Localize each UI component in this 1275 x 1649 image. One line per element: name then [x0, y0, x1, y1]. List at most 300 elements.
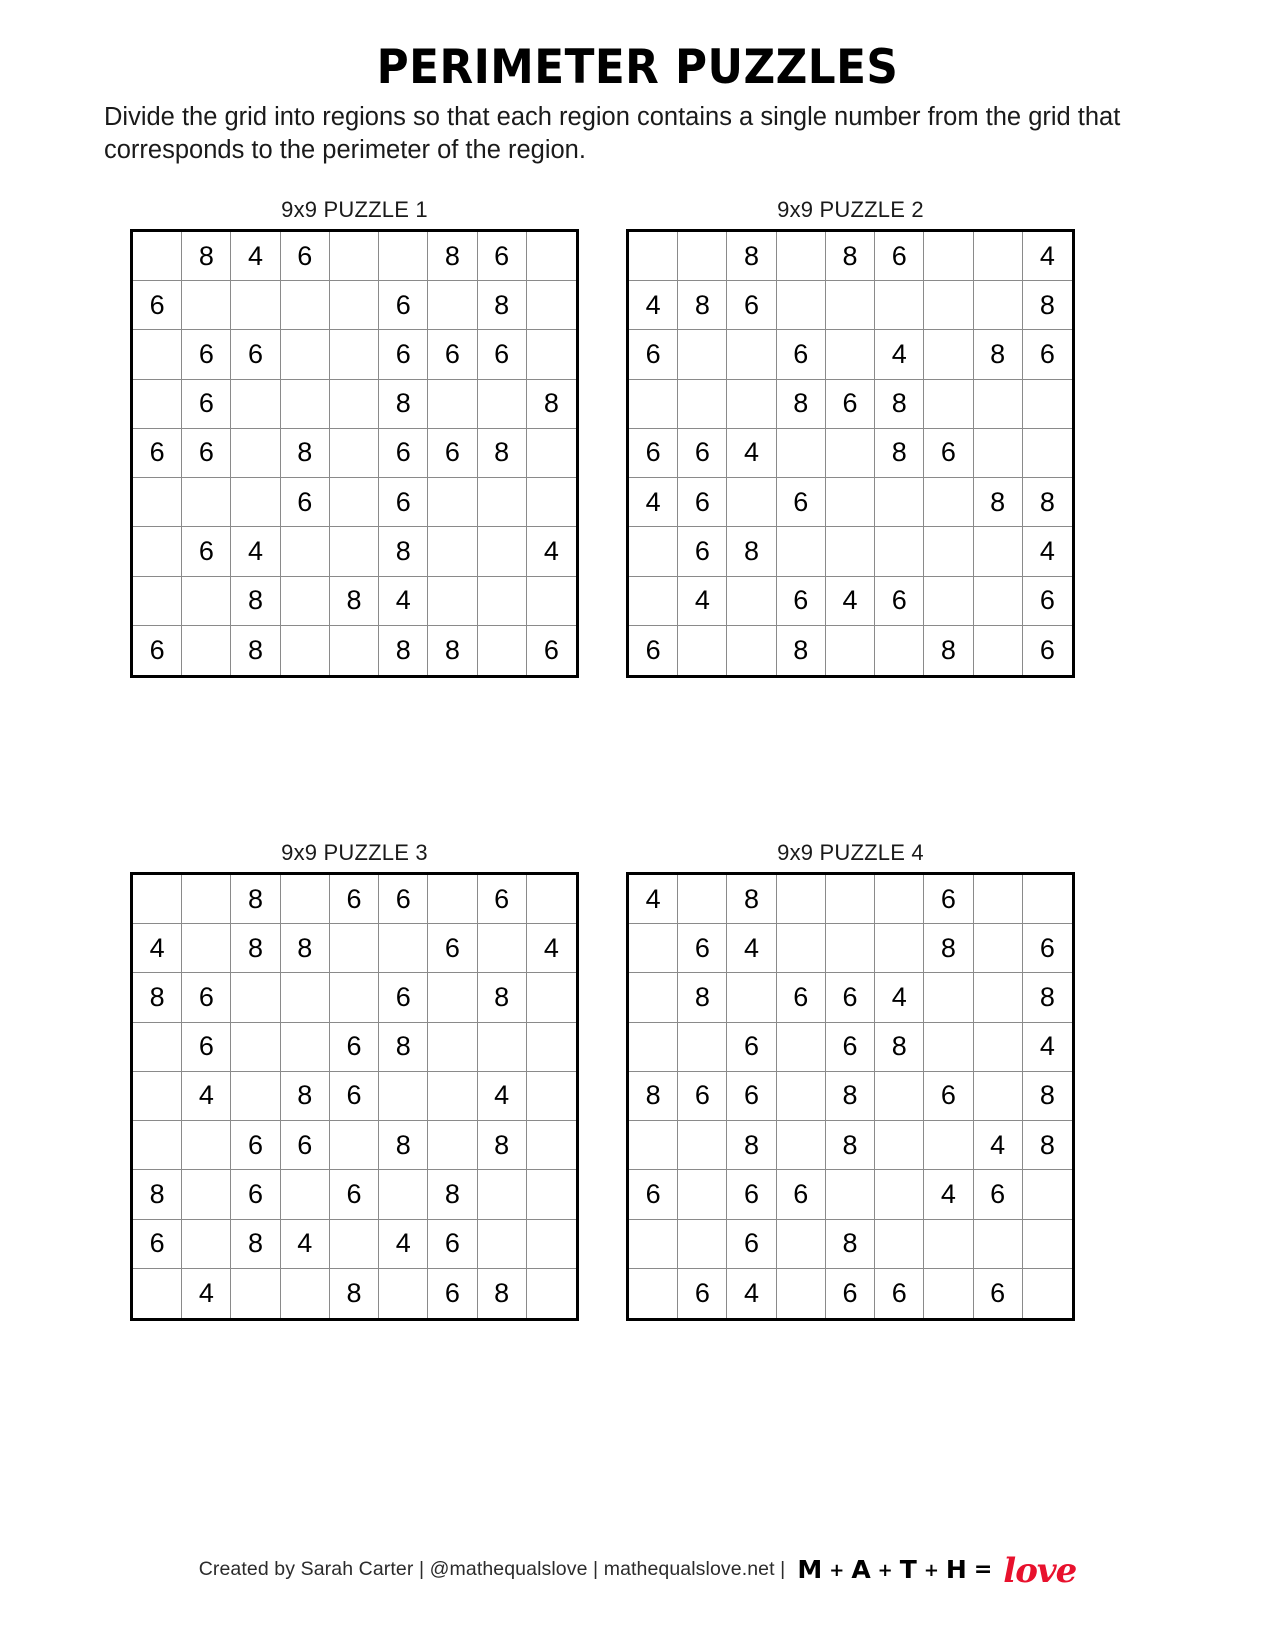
grid-cell[interactable]	[527, 577, 576, 626]
grid-cell[interactable]: 6	[777, 478, 826, 527]
grid-cell[interactable]	[133, 330, 182, 379]
grid-cell[interactable]	[281, 281, 330, 330]
grid-cell[interactable]	[974, 626, 1023, 675]
grid-cell[interactable]: 6	[182, 973, 231, 1022]
grid-cell[interactable]: 8	[281, 429, 330, 478]
grid-cell[interactable]: 6	[428, 429, 477, 478]
grid-cell[interactable]: 8	[826, 1121, 875, 1170]
grid-cell[interactable]	[974, 875, 1023, 924]
grid-cell[interactable]: 6	[1023, 924, 1072, 973]
grid-cell[interactable]	[231, 380, 280, 429]
grid-cell[interactable]: 8	[281, 924, 330, 973]
grid-cell[interactable]: 6	[379, 875, 428, 924]
grid-cell[interactable]	[478, 577, 527, 626]
grid-cell[interactable]: 4	[182, 1072, 231, 1121]
grid-cell[interactable]	[924, 1269, 973, 1318]
grid-cell[interactable]	[924, 232, 973, 281]
grid-cell[interactable]	[777, 1220, 826, 1269]
grid-cell[interactable]: 8	[478, 973, 527, 1022]
grid-cell[interactable]	[875, 1072, 924, 1121]
grid-cell[interactable]: 6	[330, 1023, 379, 1072]
grid-cell[interactable]	[133, 232, 182, 281]
grid-cell[interactable]: 6	[478, 232, 527, 281]
grid-cell[interactable]	[974, 232, 1023, 281]
grid-cell[interactable]: 8	[231, 924, 280, 973]
grid-cell[interactable]	[182, 478, 231, 527]
grid-cell[interactable]	[777, 281, 826, 330]
grid-cell[interactable]: 6	[428, 330, 477, 379]
grid-cell[interactable]	[330, 1121, 379, 1170]
grid-cell[interactable]: 6	[678, 924, 727, 973]
grid-cell[interactable]: 6	[379, 478, 428, 527]
grid-cell[interactable]	[231, 1072, 280, 1121]
grid-cell[interactable]: 6	[727, 1072, 776, 1121]
grid-cell[interactable]: 8	[1023, 973, 1072, 1022]
grid-cell[interactable]	[281, 577, 330, 626]
grid-cell[interactable]	[428, 1072, 477, 1121]
grid-cell[interactable]	[527, 1072, 576, 1121]
grid-cell[interactable]: 8	[826, 1220, 875, 1269]
grid-cell[interactable]: 6	[924, 429, 973, 478]
grid-cell[interactable]	[678, 1023, 727, 1072]
grid-cell[interactable]	[527, 1220, 576, 1269]
grid-cell[interactable]	[379, 232, 428, 281]
grid-cell[interactable]: 8	[826, 1072, 875, 1121]
grid-cell[interactable]	[629, 527, 678, 576]
grid-cell[interactable]	[1023, 1220, 1072, 1269]
grid-cell[interactable]: 6	[182, 429, 231, 478]
grid-cell[interactable]: 8	[875, 1023, 924, 1072]
grid-cell[interactable]: 8	[231, 1220, 280, 1269]
grid-cell[interactable]: 8	[678, 973, 727, 1022]
grid-cell[interactable]: 8	[826, 232, 875, 281]
grid-cell[interactable]: 8	[379, 1121, 428, 1170]
grid-cell[interactable]: 8	[281, 1072, 330, 1121]
grid-cell[interactable]: 8	[428, 626, 477, 675]
grid-cell[interactable]	[330, 232, 379, 281]
grid-cell[interactable]	[875, 478, 924, 527]
grid-cell[interactable]	[330, 330, 379, 379]
grid-cell[interactable]	[924, 527, 973, 576]
grid-cell[interactable]	[1023, 380, 1072, 429]
grid-cell[interactable]	[777, 1269, 826, 1318]
grid-cell[interactable]	[629, 577, 678, 626]
grid-cell[interactable]	[281, 1170, 330, 1219]
grid-cell[interactable]	[678, 232, 727, 281]
grid-cell[interactable]	[478, 1023, 527, 1072]
puzzle-3-grid[interactable]	[130, 872, 579, 1321]
grid-cell[interactable]: 6	[330, 1072, 379, 1121]
grid-cell[interactable]: 8	[330, 1269, 379, 1318]
grid-cell[interactable]: 8	[777, 380, 826, 429]
grid-cell[interactable]: 6	[330, 1170, 379, 1219]
puzzle-1-grid[interactable]	[130, 229, 579, 678]
grid-cell[interactable]: 4	[727, 429, 776, 478]
grid-cell[interactable]	[231, 1023, 280, 1072]
grid-cell[interactable]: 6	[777, 577, 826, 626]
grid-cell[interactable]	[727, 973, 776, 1022]
grid-cell[interactable]: 6	[231, 1121, 280, 1170]
grid-cell[interactable]: 6	[826, 1023, 875, 1072]
grid-cell[interactable]: 8	[478, 1269, 527, 1318]
grid-cell[interactable]	[182, 1121, 231, 1170]
grid-cell[interactable]	[428, 281, 477, 330]
grid-cell[interactable]: 6	[133, 429, 182, 478]
grid-cell[interactable]: 8	[924, 924, 973, 973]
grid-cell[interactable]	[281, 875, 330, 924]
grid-cell[interactable]: 4	[281, 1220, 330, 1269]
grid-cell[interactable]	[133, 875, 182, 924]
grid-cell[interactable]	[678, 875, 727, 924]
grid-cell[interactable]: 8	[1023, 478, 1072, 527]
grid-cell[interactable]: 6	[379, 429, 428, 478]
grid-cell[interactable]	[330, 973, 379, 1022]
grid-cell[interactable]	[527, 973, 576, 1022]
grid-cell[interactable]	[777, 1121, 826, 1170]
grid-cell[interactable]	[527, 281, 576, 330]
grid-cell[interactable]	[826, 330, 875, 379]
grid-cell[interactable]: 4	[924, 1170, 973, 1219]
grid-cell[interactable]	[629, 380, 678, 429]
grid-cell[interactable]: 8	[182, 232, 231, 281]
grid-cell[interactable]	[924, 1023, 973, 1072]
grid-cell[interactable]: 6	[1023, 577, 1072, 626]
grid-cell[interactable]	[826, 875, 875, 924]
grid-cell[interactable]	[428, 875, 477, 924]
grid-cell[interactable]	[330, 380, 379, 429]
grid-cell[interactable]	[1023, 429, 1072, 478]
grid-cell[interactable]	[478, 478, 527, 527]
grid-cell[interactable]: 6	[281, 232, 330, 281]
grid-cell[interactable]	[527, 875, 576, 924]
grid-cell[interactable]: 6	[478, 875, 527, 924]
grid-cell[interactable]	[1023, 1170, 1072, 1219]
grid-cell[interactable]: 8	[727, 527, 776, 576]
grid-cell[interactable]: 6	[231, 1170, 280, 1219]
grid-cell[interactable]: 6	[1039, 634, 1055, 665]
grid-cell[interactable]	[875, 875, 924, 924]
grid-cell[interactable]	[678, 1220, 727, 1269]
grid-cell[interactable]	[281, 527, 330, 576]
grid-cell[interactable]	[527, 1170, 576, 1219]
grid-cell[interactable]: 4	[527, 527, 576, 576]
grid-cell[interactable]	[924, 1121, 973, 1170]
grid-cell[interactable]: 4	[1023, 1023, 1072, 1072]
grid-cell[interactable]	[974, 1072, 1023, 1121]
grid-cell[interactable]: 6	[629, 429, 678, 478]
grid-cell[interactable]	[826, 527, 875, 576]
grid-cell[interactable]: 4	[379, 1220, 428, 1269]
grid-cell[interactable]: 8	[727, 875, 776, 924]
grid-cell[interactable]: 6	[974, 1269, 1023, 1318]
grid-cell[interactable]: 4	[629, 281, 678, 330]
grid-cell[interactable]	[182, 626, 231, 675]
grid-cell[interactable]	[478, 1220, 527, 1269]
grid-cell[interactable]: 8	[727, 232, 776, 281]
grid-cell[interactable]: 6	[826, 973, 875, 1022]
grid-cell[interactable]	[826, 626, 875, 675]
grid-cell[interactable]	[527, 1121, 576, 1170]
grid-cell[interactable]: 6	[231, 330, 280, 379]
grid-cell[interactable]: 4	[182, 1269, 231, 1318]
grid-cell[interactable]: 6	[678, 429, 727, 478]
grid-cell[interactable]: 8	[777, 626, 826, 675]
grid-cell[interactable]	[727, 330, 776, 379]
grid-cell[interactable]	[379, 924, 428, 973]
grid-cell[interactable]: 8	[875, 380, 924, 429]
grid-cell[interactable]	[924, 577, 973, 626]
grid-cell[interactable]: 8	[231, 875, 280, 924]
puzzle-4-grid[interactable]	[626, 872, 1075, 1321]
grid-cell[interactable]: 8	[1023, 1072, 1072, 1121]
grid-cell[interactable]: 4	[727, 1269, 776, 1318]
grid-cell[interactable]: 6	[924, 875, 973, 924]
grid-cell[interactable]	[231, 281, 280, 330]
grid-cell[interactable]	[777, 429, 826, 478]
grid-cell[interactable]: 8	[133, 973, 182, 1022]
grid-cell[interactable]	[629, 1269, 678, 1318]
grid-cell[interactable]	[527, 1269, 576, 1318]
grid-cell[interactable]	[678, 1170, 727, 1219]
grid-cell[interactable]: 6	[875, 577, 924, 626]
grid-cell[interactable]	[974, 281, 1023, 330]
grid-cell[interactable]	[527, 478, 576, 527]
grid-cell[interactable]	[281, 330, 330, 379]
grid-cell[interactable]: 6	[133, 626, 182, 675]
grid-cell[interactable]: 6	[182, 1023, 231, 1072]
puzzle-2-grid[interactable]	[626, 229, 1075, 678]
grid-cell[interactable]: 8	[678, 281, 727, 330]
grid-cell[interactable]	[777, 1072, 826, 1121]
grid-cell[interactable]	[924, 1220, 973, 1269]
grid-cell[interactable]: 8	[379, 527, 428, 576]
grid-cell[interactable]: 8	[875, 429, 924, 478]
grid-cell[interactable]	[133, 577, 182, 626]
grid-cell[interactable]: 8	[231, 626, 280, 675]
grid-cell[interactable]	[629, 924, 678, 973]
grid-cell[interactable]: 6	[629, 330, 678, 379]
grid-cell[interactable]: 6	[281, 478, 330, 527]
grid-cell[interactable]: 6	[629, 1170, 678, 1219]
grid-cell[interactable]	[727, 626, 776, 675]
grid-cell[interactable]	[629, 1023, 678, 1072]
grid-cell[interactable]	[629, 1220, 678, 1269]
grid-cell[interactable]	[727, 478, 776, 527]
grid-cell[interactable]: 8	[1023, 281, 1072, 330]
grid-cell[interactable]: 4	[133, 924, 182, 973]
grid-cell[interactable]: 6	[924, 1072, 973, 1121]
grid-cell[interactable]: 6	[727, 1023, 776, 1072]
grid-cell[interactable]	[678, 1121, 727, 1170]
grid-cell[interactable]: 6	[826, 380, 875, 429]
grid-cell[interactable]	[330, 626, 379, 675]
grid-cell[interactable]	[629, 1121, 678, 1170]
grid-cell[interactable]: 6	[727, 1170, 776, 1219]
grid-cell[interactable]: 4	[231, 232, 280, 281]
grid-cell[interactable]: 4	[478, 1072, 527, 1121]
grid-cell[interactable]: 8	[133, 1170, 182, 1219]
grid-cell[interactable]: 6	[379, 973, 428, 1022]
grid-cell[interactable]	[1023, 1269, 1072, 1318]
grid-cell[interactable]: 8	[428, 1170, 477, 1219]
grid-cell[interactable]: 4	[974, 1121, 1023, 1170]
grid-cell[interactable]: 4	[629, 478, 678, 527]
grid-cell[interactable]	[974, 1023, 1023, 1072]
grid-cell[interactable]	[281, 380, 330, 429]
grid-cell[interactable]	[875, 1121, 924, 1170]
grid-cell[interactable]: 6	[777, 1170, 826, 1219]
grid-cell[interactable]	[182, 1170, 231, 1219]
grid-cell[interactable]	[777, 232, 826, 281]
grid-cell[interactable]	[777, 527, 826, 576]
grid-cell[interactable]: 6	[777, 973, 826, 1022]
grid-cell[interactable]	[379, 1170, 428, 1219]
grid-cell[interactable]	[974, 973, 1023, 1022]
grid-cell[interactable]	[974, 1220, 1023, 1269]
grid-cell[interactable]: 8	[727, 1121, 776, 1170]
grid-cell[interactable]	[281, 626, 330, 675]
grid-cell[interactable]	[777, 924, 826, 973]
grid-cell[interactable]	[527, 429, 576, 478]
grid-cell[interactable]	[527, 330, 576, 379]
grid-cell[interactable]	[974, 924, 1023, 973]
grid-cell[interactable]: 4	[875, 973, 924, 1022]
grid-cell[interactable]	[133, 1269, 182, 1318]
grid-cell[interactable]: 8	[428, 232, 477, 281]
grid-cell[interactable]	[875, 924, 924, 973]
grid-cell[interactable]: 6	[182, 330, 231, 379]
grid-cell[interactable]	[428, 478, 477, 527]
grid-cell[interactable]	[629, 973, 678, 1022]
grid-cell[interactable]: 6	[1023, 330, 1072, 379]
grid-cell[interactable]	[974, 577, 1023, 626]
grid-cell[interactable]: 6	[182, 380, 231, 429]
grid-cell[interactable]	[281, 973, 330, 1022]
grid-cell[interactable]: 6	[875, 232, 924, 281]
grid-cell[interactable]	[974, 380, 1023, 429]
grid-cell[interactable]	[428, 527, 477, 576]
grid-cell[interactable]	[182, 281, 231, 330]
grid-cell[interactable]	[1023, 875, 1072, 924]
grid-cell[interactable]: 4	[727, 924, 776, 973]
grid-cell[interactable]: 6	[543, 634, 559, 665]
grid-cell[interactable]	[875, 1220, 924, 1269]
grid-cell[interactable]	[428, 973, 477, 1022]
grid-cell[interactable]	[182, 1220, 231, 1269]
grid-cell[interactable]	[527, 1023, 576, 1072]
grid-cell[interactable]	[231, 429, 280, 478]
grid-cell[interactable]	[231, 478, 280, 527]
grid-cell[interactable]	[330, 1220, 379, 1269]
grid-cell[interactable]	[478, 626, 527, 675]
grid-cell[interactable]	[777, 875, 826, 924]
grid-cell[interactable]: 6	[974, 1170, 1023, 1219]
grid-cell[interactable]: 8	[379, 380, 428, 429]
grid-cell[interactable]	[428, 1023, 477, 1072]
grid-cell[interactable]	[330, 924, 379, 973]
grid-cell[interactable]	[924, 281, 973, 330]
grid-cell[interactable]	[678, 330, 727, 379]
grid-cell[interactable]	[826, 429, 875, 478]
grid-cell[interactable]	[478, 1170, 527, 1219]
grid-cell[interactable]	[924, 478, 973, 527]
grid-cell[interactable]	[678, 626, 727, 675]
grid-cell[interactable]: 4	[527, 924, 576, 973]
grid-cell[interactable]: 4	[1023, 232, 1072, 281]
grid-cell[interactable]	[182, 875, 231, 924]
grid-cell[interactable]	[974, 527, 1023, 576]
grid-cell[interactable]: 8	[478, 281, 527, 330]
grid-cell[interactable]	[428, 380, 477, 429]
grid-cell[interactable]	[379, 1072, 428, 1121]
grid-cell[interactable]: 8	[974, 330, 1023, 379]
grid-cell[interactable]	[281, 1023, 330, 1072]
grid-cell[interactable]: 6	[133, 281, 182, 330]
grid-cell[interactable]: 4	[826, 577, 875, 626]
grid-cell[interactable]	[428, 577, 477, 626]
grid-cell[interactable]	[133, 527, 182, 576]
grid-cell[interactable]: 8	[1023, 1121, 1072, 1170]
grid-cell[interactable]	[924, 330, 973, 379]
grid-cell[interactable]: 6	[428, 924, 477, 973]
grid-cell[interactable]: 8	[478, 1121, 527, 1170]
grid-cell[interactable]: 4	[678, 577, 727, 626]
grid-cell[interactable]	[826, 1170, 875, 1219]
grid-cell[interactable]: 8	[478, 429, 527, 478]
grid-cell[interactable]	[875, 281, 924, 330]
grid-cell[interactable]: 8	[231, 577, 280, 626]
grid-cell[interactable]	[330, 527, 379, 576]
grid-cell[interactable]	[330, 281, 379, 330]
grid-cell[interactable]	[133, 1023, 182, 1072]
grid-cell[interactable]	[974, 429, 1023, 478]
grid-cell[interactable]: 6	[727, 1220, 776, 1269]
grid-cell[interactable]	[678, 380, 727, 429]
grid-cell[interactable]: 6	[379, 330, 428, 379]
grid-cell[interactable]	[133, 380, 182, 429]
grid-cell[interactable]: 6	[826, 1269, 875, 1318]
grid-cell[interactable]	[281, 1269, 330, 1318]
grid-cell[interactable]	[777, 1023, 826, 1072]
grid-cell[interactable]	[231, 1269, 280, 1318]
grid-cell[interactable]: 4	[875, 330, 924, 379]
grid-cell[interactable]: 6	[478, 330, 527, 379]
grid-cell[interactable]	[727, 577, 776, 626]
grid-cell[interactable]: 4	[231, 527, 280, 576]
grid-cell[interactable]: 6	[777, 330, 826, 379]
grid-cell[interactable]	[133, 1121, 182, 1170]
grid-cell[interactable]	[924, 380, 973, 429]
grid-cell[interactable]	[478, 924, 527, 973]
grid-cell[interactable]	[875, 527, 924, 576]
grid-cell[interactable]: 6	[133, 1220, 182, 1269]
grid-cell[interactable]	[478, 380, 527, 429]
grid-cell[interactable]: 8	[527, 380, 576, 429]
grid-cell[interactable]: 8	[330, 577, 379, 626]
grid-cell[interactable]: 6	[379, 281, 428, 330]
grid-cell[interactable]: 6	[182, 527, 231, 576]
grid-cell[interactable]	[478, 527, 527, 576]
grid-cell[interactable]	[428, 1121, 477, 1170]
grid-cell[interactable]: 6	[678, 527, 727, 576]
grid-cell[interactable]: 4	[1023, 527, 1072, 576]
grid-cell[interactable]	[826, 478, 875, 527]
grid-cell[interactable]: 6	[678, 478, 727, 527]
grid-cell[interactable]: 6	[281, 1121, 330, 1170]
grid-cell[interactable]: 6	[629, 626, 678, 675]
grid-cell[interactable]	[133, 1072, 182, 1121]
grid-cell[interactable]	[826, 281, 875, 330]
